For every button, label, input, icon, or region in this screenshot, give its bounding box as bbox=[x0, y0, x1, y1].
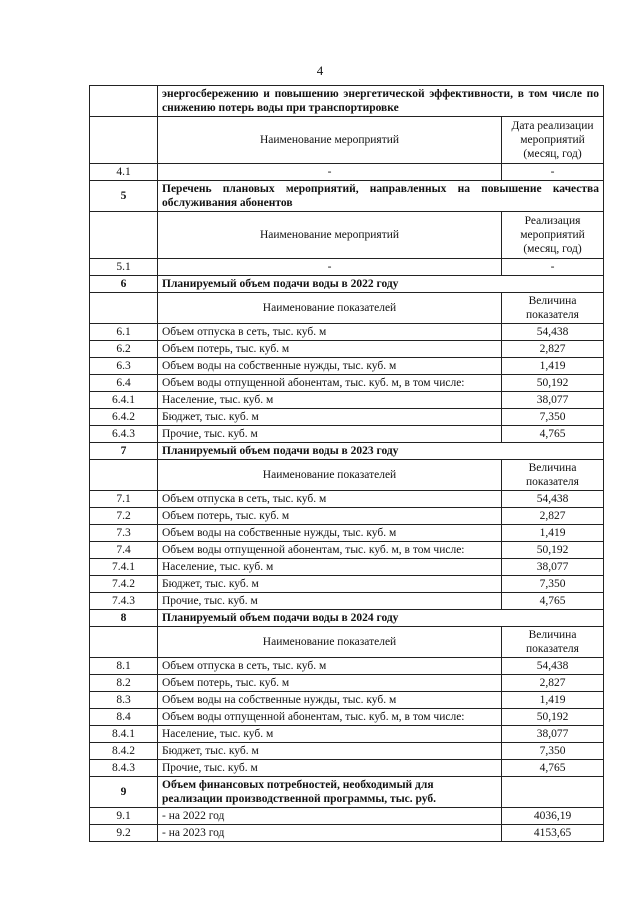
table-row bbox=[90, 375, 604, 392]
continuation-row bbox=[90, 86, 604, 117]
row-number: 8.4.3 bbox=[90, 760, 158, 777]
table-row bbox=[90, 426, 604, 443]
row-value: 38,077 bbox=[502, 726, 604, 743]
row-name: Население, тыс. куб. м bbox=[158, 559, 502, 576]
table-row bbox=[90, 658, 604, 675]
table-row bbox=[90, 259, 604, 276]
column-header-name: Наименование показателей bbox=[158, 460, 502, 491]
row-name: Прочие, тыс. куб. м bbox=[158, 426, 502, 443]
page-number: 4 bbox=[316, 63, 324, 78]
section-title: Перечень плановых мероприятий, направленных на повышение качества обслуживания абонентов bbox=[158, 181, 604, 212]
table-row bbox=[90, 692, 604, 709]
row-number: 5.1 bbox=[90, 259, 158, 276]
row-name: Объем отпуска в сеть, тыс. куб. м bbox=[158, 491, 502, 508]
table-row bbox=[90, 542, 604, 559]
row-name: Бюджет, тыс. куб. м bbox=[158, 743, 502, 760]
row-value: 4,765 bbox=[502, 426, 604, 443]
row-number: 6.4.1 bbox=[90, 392, 158, 409]
row-number: 8.2 bbox=[90, 675, 158, 692]
column-header-value: Дата реализации мероприятий (месяц, год) bbox=[502, 117, 604, 164]
column-header-name: Наименование мероприятий bbox=[158, 117, 502, 164]
row-name: Объем отпуска в сеть, тыс. куб. м bbox=[158, 658, 502, 675]
table-row bbox=[90, 392, 604, 409]
row-number: 9.2 bbox=[90, 825, 158, 842]
table-row bbox=[90, 726, 604, 743]
section-title-row bbox=[90, 443, 604, 460]
row-value: 4036,19 bbox=[502, 808, 604, 825]
table-row bbox=[90, 324, 604, 341]
section-number: 7 bbox=[90, 443, 158, 460]
row-name: Объем воды на собственные нужды, тыс. куб. м bbox=[158, 692, 502, 709]
row-name: Объем отпуска в сеть, тыс. куб. м bbox=[158, 324, 502, 341]
row-value: - bbox=[502, 259, 604, 276]
row-name: Объем воды на собственные нужды, тыс. куб. м bbox=[158, 525, 502, 542]
row-name: - на 2023 год bbox=[158, 825, 502, 842]
column-header-name: Наименование мероприятий bbox=[158, 212, 502, 259]
row-number-cell bbox=[90, 117, 158, 164]
table-row bbox=[90, 491, 604, 508]
row-number: 8.4.1 bbox=[90, 726, 158, 743]
table-row bbox=[90, 675, 604, 692]
row-value: 54,438 bbox=[502, 324, 604, 341]
row-name: Объем потерь, тыс. куб. м bbox=[158, 508, 502, 525]
row-name: Население, тыс. куб. м bbox=[158, 392, 502, 409]
row-value: 38,077 bbox=[502, 392, 604, 409]
table-row bbox=[90, 358, 604, 375]
table-row bbox=[90, 525, 604, 542]
empty-value-cell bbox=[502, 777, 604, 808]
row-value: - bbox=[502, 164, 604, 181]
table-header-row bbox=[90, 117, 604, 164]
row-value: 7,350 bbox=[502, 409, 604, 426]
table-row bbox=[90, 559, 604, 576]
section-title: Планируемый объем подачи воды в 2023 году bbox=[158, 443, 604, 460]
column-header-name: Наименование показателей bbox=[158, 293, 502, 324]
row-name: Объем воды отпущенной абонентам, тыс. куб. м, в том числе: bbox=[158, 375, 502, 392]
row-value: 38,077 bbox=[502, 559, 604, 576]
table-row bbox=[90, 164, 604, 181]
row-name: Объем воды на собственные нужды, тыс. куб. м bbox=[158, 358, 502, 375]
section-title: Объем финансовых потребностей, необходимый для реализации производственной программы, тыс. руб. bbox=[158, 777, 502, 808]
section-title-row bbox=[90, 276, 604, 293]
section-number: 6 bbox=[90, 276, 158, 293]
row-name: Население, тыс. куб. м bbox=[158, 726, 502, 743]
row-value: 4,765 bbox=[502, 593, 604, 610]
program-table bbox=[89, 85, 604, 842]
table-header-row bbox=[90, 293, 604, 324]
row-name: Объем воды отпущенной абонентам, тыс. куб. м, в том числе: bbox=[158, 542, 502, 559]
row-value: 7,350 bbox=[502, 576, 604, 593]
column-header-value: Величина показателя bbox=[502, 293, 604, 324]
table-row bbox=[90, 743, 604, 760]
row-number: 6.1 bbox=[90, 324, 158, 341]
row-value: 2,827 bbox=[502, 508, 604, 525]
row-value: 50,192 bbox=[502, 375, 604, 392]
table-row bbox=[90, 709, 604, 726]
row-name: Объем потерь, тыс. куб. м bbox=[158, 341, 502, 358]
row-number: 9.1 bbox=[90, 808, 158, 825]
row-value: 54,438 bbox=[502, 658, 604, 675]
row-name: - bbox=[158, 164, 502, 181]
section-title-row bbox=[90, 610, 604, 627]
section-title-row bbox=[90, 777, 604, 808]
column-header-value: Величина показателя bbox=[502, 627, 604, 658]
row-value: 54,438 bbox=[502, 491, 604, 508]
column-header-value: Реализация мероприятий (месяц, год) bbox=[502, 212, 604, 259]
row-value: 50,192 bbox=[502, 709, 604, 726]
row-name: Бюджет, тыс. куб. м bbox=[158, 409, 502, 426]
row-number: 8.3 bbox=[90, 692, 158, 709]
row-number: 6.2 bbox=[90, 341, 158, 358]
row-value: 1,419 bbox=[502, 692, 604, 709]
row-number: 6.3 bbox=[90, 358, 158, 375]
row-number-cell bbox=[90, 86, 158, 117]
column-header-name: Наименование показателей bbox=[158, 627, 502, 658]
row-value: 50,192 bbox=[502, 542, 604, 559]
row-name: Объем потерь, тыс. куб. м bbox=[158, 675, 502, 692]
row-value: 2,827 bbox=[502, 341, 604, 358]
table-row bbox=[90, 576, 604, 593]
table-header-row bbox=[90, 627, 604, 658]
row-value: 7,350 bbox=[502, 743, 604, 760]
row-number: 8.4 bbox=[90, 709, 158, 726]
row-number: 7.4.1 bbox=[90, 559, 158, 576]
table-header-row bbox=[90, 460, 604, 491]
continuation-text: энергосбережению и повышению энергетической эффективности, в том числе по снижению потерь воды при транспортировке bbox=[158, 86, 604, 117]
row-number: 7.4.2 bbox=[90, 576, 158, 593]
row-number: 6.4.3 bbox=[90, 426, 158, 443]
row-number: 7.4.3 bbox=[90, 593, 158, 610]
row-value: 1,419 bbox=[502, 358, 604, 375]
table-row bbox=[90, 341, 604, 358]
row-number-cell bbox=[90, 293, 158, 324]
row-number: 6.4.2 bbox=[90, 409, 158, 426]
section-title: Планируемый объем подачи воды в 2024 году bbox=[158, 610, 604, 627]
row-number: 7.2 bbox=[90, 508, 158, 525]
table-row bbox=[90, 808, 604, 825]
row-number: 8.4.2 bbox=[90, 743, 158, 760]
column-header-value: Величина показателя bbox=[502, 460, 604, 491]
row-number: 6.4 bbox=[90, 375, 158, 392]
row-name: Объем воды отпущенной абонентам, тыс. куб. м, в том числе: bbox=[158, 709, 502, 726]
row-value: 1,419 bbox=[502, 525, 604, 542]
row-name: Прочие, тыс. куб. м bbox=[158, 760, 502, 777]
section-number: 8 bbox=[90, 610, 158, 627]
row-number: 7.4 bbox=[90, 542, 158, 559]
row-value: 2,827 bbox=[502, 675, 604, 692]
row-number-cell bbox=[90, 460, 158, 491]
table-header-row bbox=[90, 212, 604, 259]
row-name: Прочие, тыс. куб. м bbox=[158, 593, 502, 610]
row-number: 4.1 bbox=[90, 164, 158, 181]
row-number-cell bbox=[90, 212, 158, 259]
table-row bbox=[90, 760, 604, 777]
row-number: 7.1 bbox=[90, 491, 158, 508]
table-row bbox=[90, 508, 604, 525]
row-name: Бюджет, тыс. куб. м bbox=[158, 576, 502, 593]
table-row bbox=[90, 825, 604, 842]
section-title: Планируемый объем подачи воды в 2022 году bbox=[158, 276, 604, 293]
row-name: - на 2022 год bbox=[158, 808, 502, 825]
section-number: 5 bbox=[90, 181, 158, 212]
row-number: 8.1 bbox=[90, 658, 158, 675]
row-number-cell bbox=[90, 627, 158, 658]
table-row bbox=[90, 409, 604, 426]
table-row bbox=[90, 593, 604, 610]
section-number: 9 bbox=[90, 777, 158, 808]
row-value: 4,765 bbox=[502, 760, 604, 777]
section-title-row bbox=[90, 181, 604, 212]
row-number: 7.3 bbox=[90, 525, 158, 542]
row-name: - bbox=[158, 259, 502, 276]
row-value: 4153,65 bbox=[502, 825, 604, 842]
